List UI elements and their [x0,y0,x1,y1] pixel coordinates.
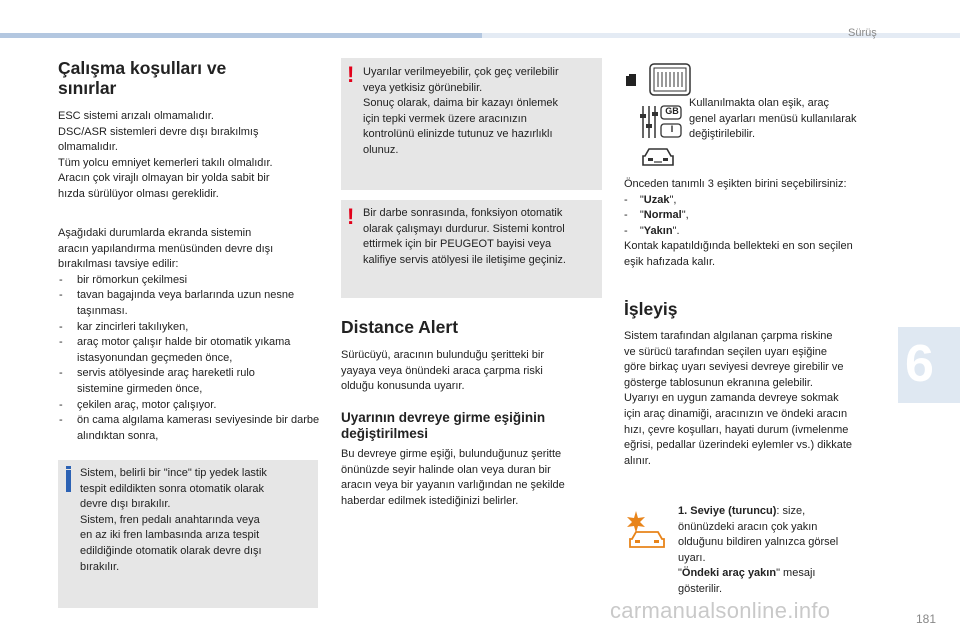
gb-label: GB [665,106,679,116]
subtitle-line2: değiştirilmesi [341,426,429,441]
intro-line: DSC/ASR sistemleri devre dışı bırakılmış [58,125,259,138]
warning-1-text [363,65,599,159]
subtitle-line1: Uyarının devreye girme eşiğinin [341,410,546,425]
warning-icon: ! [347,204,355,229]
threshold-far: Uzak [643,193,670,206]
left-title [58,58,226,98]
level1-msg-rest: mesajı [779,567,816,580]
warn2-line: Bir darbe sonrasında, fonksiyon otomatik [363,207,563,219]
level1-end: gösterilir. [678,582,723,595]
para2-line: bırakılması tavsiye edilir: [58,258,179,271]
level1-rest: : size, [776,505,806,517]
operation-line: göre birkaç uyarı seviyesi devreye girebilir ve [624,361,844,374]
operation-line: alınır. [624,454,651,467]
info-box [58,460,318,608]
intro-line: Aracın çok virajlı olmayan bir yolda sabit bir [58,172,270,185]
icon-text-line: genel ayarları menüsü kullanılarak [689,112,857,125]
level1-bold: 1. Seviye (turuncu) [678,505,777,517]
header-bar-light [482,33,960,38]
info-icon-dot [66,466,71,469]
level1-line: olduğunu bildiren yalnızca görsel [678,536,839,549]
icon-text-line: Kullanılmakta olan eşik, araç [689,97,830,109]
warn1-line: Sonuç olarak, daima bir kazayı önlemek [363,97,559,110]
info-line: tespit edildikten sonra otomatik olarak [80,482,265,495]
warning-2-text [363,206,599,268]
info-line: edildiğinde otomatik olarak devre dışı [80,544,262,557]
list-item: - ön cama algılama kamerası seviyesinde bir darbe alındıktan sonra, [58,413,327,444]
collision-warning-icon [624,509,670,549]
warn2-line: olarak çalışmayı durdurur. Sistemi kontrol [363,222,565,235]
distance-alert-title: Distance Alert [341,317,459,337]
operation-line: ve sürücü tarafından seçilen uyarı eşiğine [624,345,828,358]
memory-line: Kontak kapatıldığında bellekteki en son seçilen [624,240,853,253]
operation-line: için araç dinamiği, aracınızın ve öndeki aracın [624,407,848,420]
operation-line: Uyarıyı en uygun zamanda devreye sokmak [624,392,839,405]
thresholds-block [624,177,889,271]
subdesc-line: Bu devreye girme eşiği, bulunduğunuz şeritte [341,448,562,460]
warn2-line: kalifiye servis atölyesi ile iletişime geçiniz. [363,253,566,266]
level1-message: "Öndeki araç yakın" mesajı [678,567,816,580]
level1-msg-bold: Öndeki araç yakın [681,567,777,580]
list-item: - servis atölyesinde araç hareketli rulo sistemine girmeden önce, [58,366,287,397]
intro-line: Tüm yolcu emniyet kemerleri takılı olmalıdır. [58,156,273,169]
desc-line: Sürücüyü, aracının bulunduğu şeritteki bir [341,349,545,361]
warning-box-1 [341,58,602,190]
info-box-text [80,466,312,575]
subdesc-line: haberdar edilmek istediğinizi belirler. [341,494,519,507]
left-title-line2: sınırlar [58,78,117,98]
icon-text-line: değiştirilebilir. [689,128,756,141]
warn1-line: için tepki vermek üzere aracınızın [363,112,527,125]
desc-line: olduğu konusunda uyarır. [341,380,465,393]
watermark: carmanualsonline.info [610,598,831,623]
threshold-near: Yakın [643,224,673,237]
info-icon [66,470,71,492]
info-line: bırakılır. [80,560,120,573]
threshold-normal: Normal [643,209,682,222]
list-item: - bir römorkun çekilmesi [58,273,323,289]
threshold-subtitle [341,410,545,442]
warn1-line: Uyarılar verilmeyebilir, çok geç verilebilir [363,66,559,78]
icon-description [689,96,889,143]
info-line: en az iki fren lambasında arıza tespit [80,529,260,542]
warning-icon: ! [347,62,355,87]
intro-line: olmamalıdır. [58,141,118,154]
thresholds-intro: Önceden tanımlı 3 eşikten birini seçebilirsiniz: [624,178,847,190]
level1-line: uyarı. [678,551,706,564]
left-para2 [58,226,323,444]
level1-block [678,504,878,598]
info-line: Sistem, fren pedalı anahtarında veya [80,513,260,526]
i-label: I [670,124,674,134]
level1-line: önünüzdeki aracın çok yakın [678,520,818,533]
distance-alert-desc [341,348,603,395]
threshold-item: - "Normal", [624,209,689,222]
level1-heading [678,504,878,520]
subdesc-line: aracın veya bir yayanın varlığından ne şekilde [341,479,565,492]
settings-screen-icon [624,63,692,97]
subdesc-line: önünüzde seyir halinde olan veya duran bir [341,463,551,476]
threshold-item: - "Yakın". [624,224,680,237]
list-item: - tavan bagajında veya barlarında uzun nesne taşınması. [58,288,317,319]
page-number: 181 [916,612,937,626]
chapter-number: 6 [905,335,934,393]
warn2-line: ettirmek için bir PEUGEOT bayisi veya [363,238,552,251]
intro-line: hızda sürülüyor olması gereklidir. [58,187,219,200]
operation-line: eğrisi, pedallar üzerindeki eylemler vs.) dikkate [624,439,853,452]
para2-line: aracın yapılandırma menüsünden devre dışı [58,242,274,255]
operation-line: gösterge tablosunun ekranına gelebilir. [624,376,813,389]
warn1-line: olunuz. [363,143,399,156]
para2-line: Aşağıdaki durumlarda ekranda sistemin [58,227,252,239]
intro-line: ESC sistemi arızalı olmamalıdır. [58,110,214,122]
list-item: - kar zincirleri takılıyken, [58,320,323,336]
operation-line: hızı, çevre koşulları, hayati durum (ivmelenme [624,423,849,436]
section-label: Sürüş [848,27,877,39]
memory-line: eşik hafızada kalır. [624,255,716,268]
left-intro [58,109,323,203]
info-line: devre dışı bırakılır. [80,498,171,511]
desc-line: yayaya veya önündeki araca çarpma riski [341,364,543,377]
operation-line: Sistem tarafından algılanan çarpma riskine [624,330,833,342]
warn1-line: kontrolünü elinizde tutunuz ve hazırlıklı [363,128,553,141]
warn1-line: veya yetkisiz görünebilir. [363,81,483,94]
warning-box-2 [341,200,602,298]
operation-text [624,329,889,469]
threshold-item: - "Uzak", [624,193,677,206]
header-bar [0,33,482,38]
operation-title: İşleyiş [624,299,678,319]
threshold-desc [341,447,606,509]
car-front-icon [640,146,676,168]
left-title-line1: Çalışma koşulları ve [58,58,227,78]
list-item: - araç motor çalışır halde bir otomatik yıkama istasyonundan geçmeden önce, [58,335,317,366]
list-item: - çekilen araç, motor çalışıyor. [58,398,323,414]
info-line: Sistem, belirli bir "ince" tip yedek lastik [80,467,267,479]
